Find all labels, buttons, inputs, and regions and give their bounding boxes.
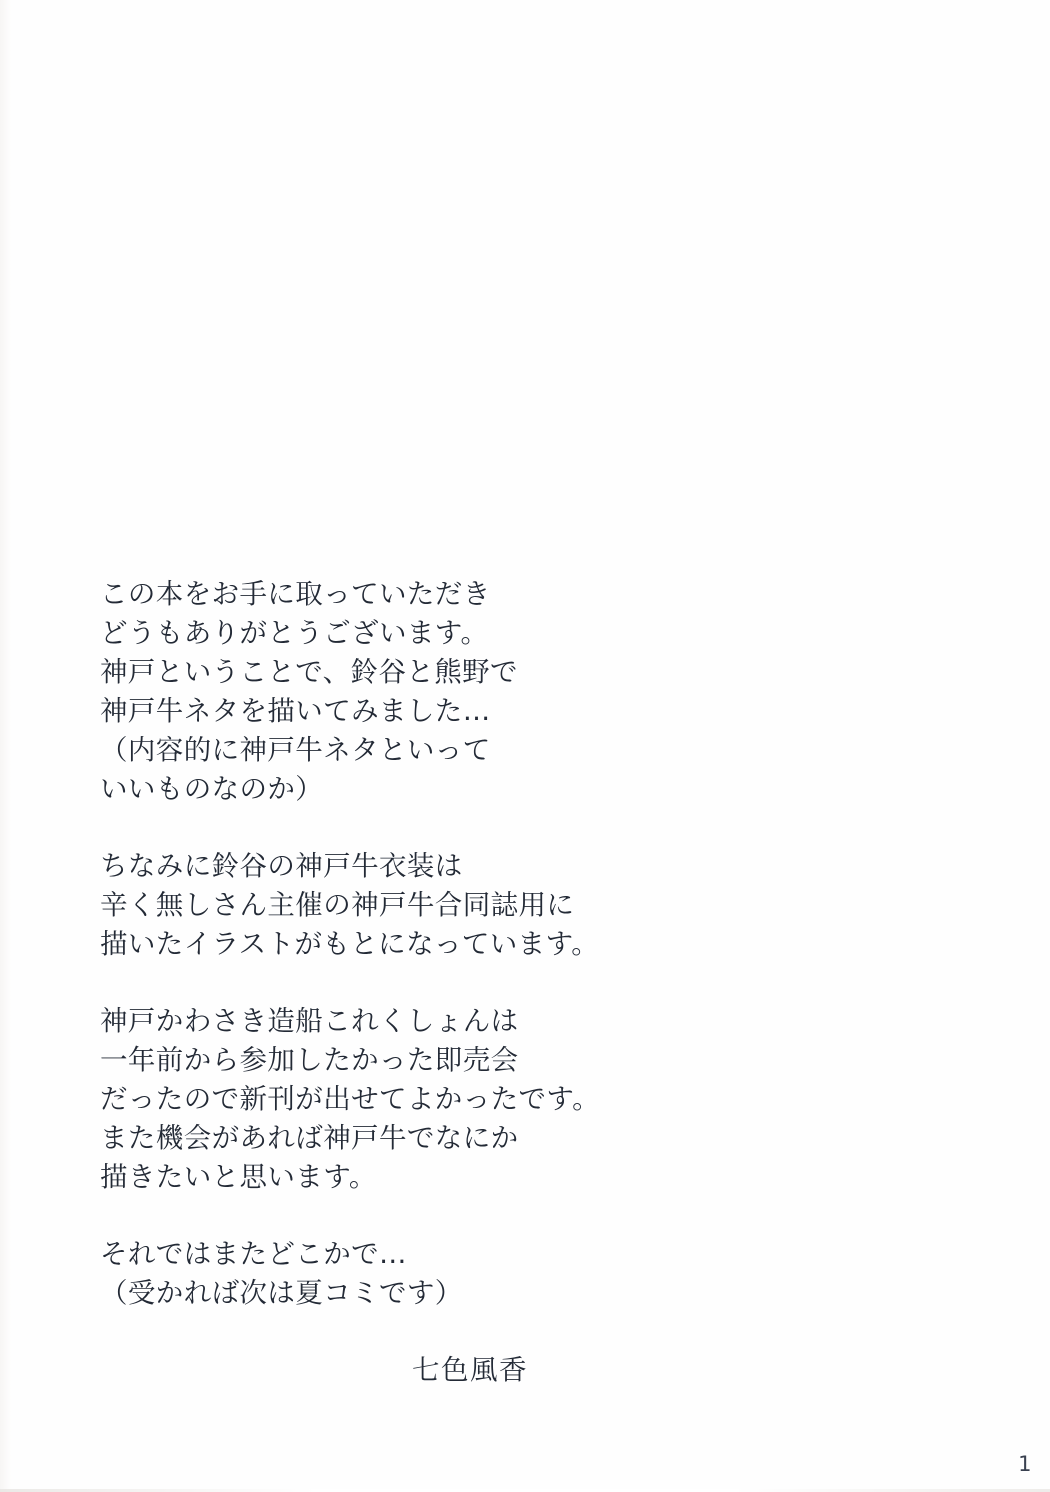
afterword-line: どうもありがとうございます。	[100, 617, 489, 649]
afterword-line: この本をお手に取っていただき	[100, 578, 491, 610]
afterword-line: だったので新刊が出せてよかったです。	[100, 1083, 600, 1115]
afterword-line: （受かれば次は夏コミです）	[100, 1277, 463, 1309]
afterword-paragraph-2	[100, 847, 800, 964]
page-number: 1	[1018, 1452, 1032, 1476]
afterword-line: また機会があれば神戸牛でなにか	[100, 1122, 519, 1154]
afterword-line: （内容的に神戸牛ネタといって	[100, 734, 491, 766]
afterword-line: 辛く無しさん主催の神戸牛合同誌用に	[100, 889, 575, 921]
page-gutter-shading	[0, 0, 12, 1492]
afterword-line: 神戸牛ネタを描いてみました…	[100, 695, 491, 727]
afterword-paragraph-1	[100, 575, 800, 809]
afterword-line: それではまたどこかで…	[100, 1238, 407, 1270]
afterword-line: 描いたイラストがもとになっています。	[100, 928, 600, 960]
author-signature: 七色風香	[412, 1354, 528, 1386]
afterword-text-block	[100, 575, 800, 1390]
afterword-line: 一年前から参加したかった即売会	[100, 1044, 519, 1076]
afterword-line: 神戸かわさき造船これくしょんは	[100, 1005, 519, 1037]
afterword-paragraph-3	[100, 1002, 800, 1197]
afterword-paragraph-4	[100, 1235, 800, 1313]
afterword-line: 神戸ということで、鈴谷と熊野で	[100, 656, 518, 688]
afterword-line: ちなみに鈴谷の神戸牛衣装は	[100, 850, 463, 882]
afterword-line: 描きたいと思います。	[100, 1161, 377, 1193]
afterword-line: いいものなのか）	[100, 773, 324, 805]
